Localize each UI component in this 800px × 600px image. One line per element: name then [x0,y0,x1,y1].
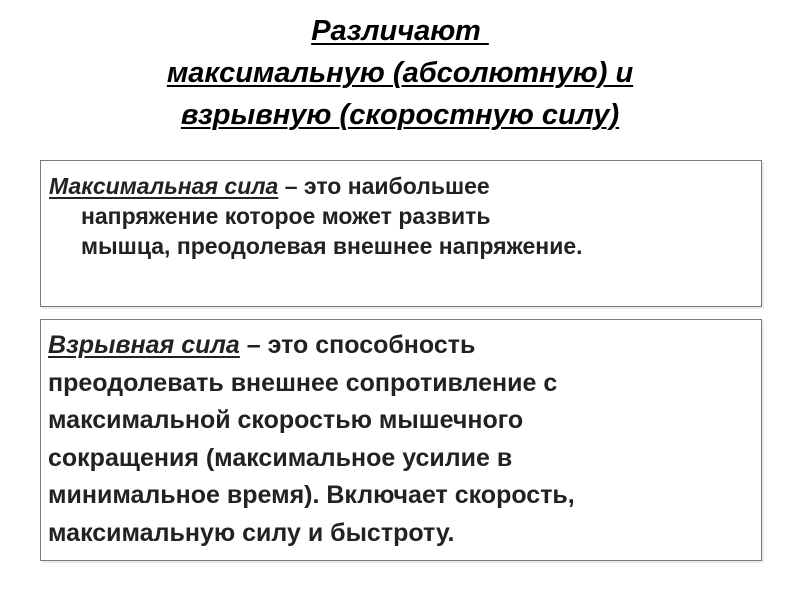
explosive-strength-definition-text [48,327,754,552]
max-strength-definition-box [40,160,762,307]
definition-line: сокращения (максимальное усилие в [48,443,513,472]
title-line-2: максимальную (абсолютную) и [166,57,634,89]
definition-text-segment: – это наибольшее [278,173,490,199]
slide-title [0,10,800,136]
definition-line: минимальное время). Включает скорость, [48,481,575,509]
definition-line [48,327,754,365]
definition-line: мышца, преодолевая внешнее напряжение. [81,233,583,259]
definition-line: максимальную силу и быстроту. [48,518,455,547]
max-strength-term: Максимальная сила [49,173,279,199]
title-line-1: Различают [311,15,489,47]
definition-line [49,171,754,201]
title-line-3: взрывную (скоростную силу) [180,99,620,131]
max-strength-definition-text [49,171,754,261]
explosive-strength-term: Взрывная сила [48,331,240,359]
definition-line: напряжение которое может развить [81,203,491,229]
explosive-strength-definition-box [40,319,762,561]
definition-line: преодолевать внешнее сопротивление с [48,368,558,397]
definition-text-segment: – это способность [239,331,476,359]
definition-line: максимальной скоростью мышечного [48,406,524,434]
